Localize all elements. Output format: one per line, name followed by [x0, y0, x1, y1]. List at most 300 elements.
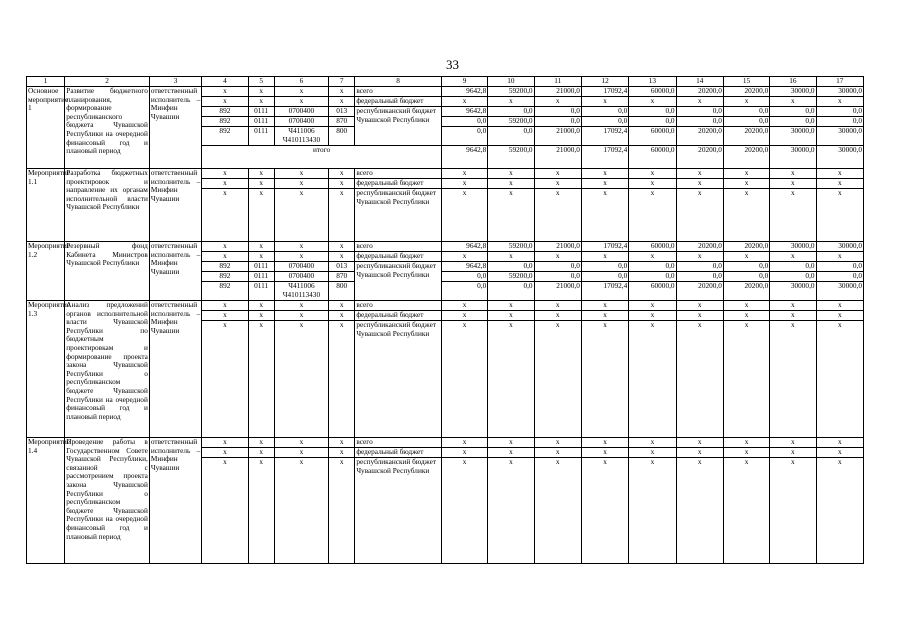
section-code: x — [248, 87, 274, 97]
expense-type-code: x — [329, 438, 355, 448]
value-year-1: x — [441, 448, 487, 458]
grbs-code: x — [202, 87, 248, 97]
event-label: Мероприятие 1.1 — [27, 169, 65, 242]
funding-source: республиканский бюджет Чувашской Республики — [355, 321, 442, 438]
funding-source: федеральный бюджет — [355, 179, 442, 189]
funding-source: всего — [355, 242, 442, 252]
section-code: x — [248, 252, 274, 262]
expense-type-code: 013 — [329, 107, 355, 117]
grbs-code: x — [202, 97, 248, 107]
funding-source: федеральный бюджет — [355, 252, 442, 262]
expense-type-code: 013 — [329, 262, 355, 272]
grbs-code: 892 — [202, 117, 248, 127]
value-year-3: 0,0 — [534, 272, 581, 282]
value-year-1: 0,0 — [441, 272, 487, 282]
expense-type-code: x — [329, 311, 355, 321]
grbs-code: x — [202, 189, 248, 242]
table-row — [27, 87, 864, 97]
value-year-9: 0,0 — [816, 117, 863, 127]
value-year-7: x — [723, 97, 769, 107]
expense-type-code: 800 — [329, 282, 355, 301]
value-year-3: x — [534, 189, 581, 242]
value-year-2: x — [488, 301, 534, 311]
target-article-code: 0700400 — [274, 262, 328, 272]
value-year-3: 0,0 — [534, 117, 581, 127]
grbs-code: x — [202, 242, 248, 252]
column-number-4: 4 — [202, 77, 248, 87]
value-year-4: 17092,4 — [581, 87, 628, 97]
value-year-2: 0,0 — [488, 262, 534, 272]
expense-type-code: x — [329, 252, 355, 262]
grbs-code: x — [202, 448, 248, 458]
section-code: x — [248, 242, 274, 252]
table-row — [27, 169, 864, 179]
column-number-8: 8 — [355, 77, 442, 87]
value-year-5: x — [629, 321, 676, 438]
column-number-12: 12 — [581, 77, 628, 87]
column-number-13: 13 — [629, 77, 676, 87]
grbs-code: x — [202, 311, 248, 321]
value-year-5: 60000,0 — [629, 282, 676, 301]
total-year-3: 21000,0 — [534, 146, 581, 169]
value-year-8: x — [770, 438, 816, 448]
value-year-5: x — [629, 252, 676, 262]
expense-type-code: 800 — [329, 127, 355, 146]
target-article-code: x — [274, 321, 328, 438]
value-year-3: x — [534, 97, 581, 107]
total-year-4: 17092,4 — [581, 146, 628, 169]
value-year-4: x — [581, 189, 628, 242]
value-year-9: 0,0 — [816, 107, 863, 117]
section-code: x — [248, 189, 274, 242]
value-year-3: x — [534, 448, 581, 458]
value-year-7: x — [723, 252, 769, 262]
target-article-code: x — [274, 252, 328, 262]
header-row — [27, 77, 864, 87]
value-year-2: x — [488, 321, 534, 438]
value-year-9: 0,0 — [816, 262, 863, 272]
value-year-1: x — [441, 301, 487, 311]
value-year-2: 59200,0 — [488, 117, 534, 127]
value-year-9: x — [816, 311, 863, 321]
value-year-4: 17092,4 — [581, 282, 628, 301]
section-code: 0111 — [248, 282, 274, 301]
value-year-7: x — [723, 179, 769, 189]
value-year-6: x — [676, 321, 723, 438]
value-year-6: x — [676, 252, 723, 262]
expense-type-code: x — [329, 301, 355, 311]
responsible-executor: ответственный исполнитель – Минфин Чувашии — [149, 169, 201, 242]
column-number-17: 17 — [816, 77, 863, 87]
section-code: 0111 — [248, 272, 274, 282]
target-article-code: 0700400 — [274, 117, 328, 127]
column-number-14: 14 — [676, 77, 723, 87]
value-year-5: x — [629, 458, 676, 564]
value-year-7: 20200,0 — [723, 282, 769, 301]
funding-source: всего — [355, 87, 442, 97]
value-year-4: x — [581, 179, 628, 189]
funding-source: федеральный бюджет — [355, 311, 442, 321]
value-year-1: 9642,8 — [441, 242, 487, 252]
grbs-code: 892 — [202, 272, 248, 282]
target-article-code: x — [274, 448, 328, 458]
value-year-8: 30000,0 — [770, 242, 816, 252]
value-year-5: 0,0 — [629, 117, 676, 127]
column-number-15: 15 — [723, 77, 769, 87]
value-year-1: 9642,8 — [441, 87, 487, 97]
value-year-9: x — [816, 179, 863, 189]
value-year-6: x — [676, 169, 723, 179]
value-year-2: x — [488, 438, 534, 448]
value-year-4: x — [581, 311, 628, 321]
value-year-8: 0,0 — [770, 117, 816, 127]
value-year-2: x — [488, 448, 534, 458]
column-number-10: 10 — [488, 77, 534, 87]
total-year-2: 59200,0 — [488, 146, 534, 169]
budget-table — [26, 76, 864, 564]
value-year-8: x — [770, 301, 816, 311]
value-year-2: 0,0 — [488, 107, 534, 117]
value-year-1: 0,0 — [441, 282, 487, 301]
target-article-code: x — [274, 189, 328, 242]
value-year-9: x — [816, 458, 863, 564]
value-year-2: x — [488, 252, 534, 262]
value-year-5: x — [629, 311, 676, 321]
target-article-code: Ч411006 Ч410113430 — [274, 127, 328, 146]
value-year-2: 59200,0 — [488, 242, 534, 252]
value-year-5: x — [629, 97, 676, 107]
value-year-6: x — [676, 97, 723, 107]
value-year-5: x — [629, 438, 676, 448]
funding-source: федеральный бюджет — [355, 448, 442, 458]
section-code: x — [248, 321, 274, 438]
column-number-9: 9 — [441, 77, 487, 87]
value-year-1: x — [441, 179, 487, 189]
grbs-code: x — [202, 438, 248, 448]
column-number-2: 2 — [65, 77, 150, 87]
table-row — [27, 301, 864, 311]
value-year-1: x — [441, 252, 487, 262]
page-number: 33 — [446, 57, 459, 72]
value-year-5: 60000,0 — [629, 242, 676, 252]
value-year-5: 60000,0 — [629, 87, 676, 97]
value-year-9: x — [816, 321, 863, 438]
value-year-5: x — [629, 169, 676, 179]
table-row — [27, 242, 864, 252]
value-year-3: 21000,0 — [534, 242, 581, 252]
value-year-6: x — [676, 301, 723, 311]
value-year-7: 20200,0 — [723, 87, 769, 97]
column-number-16: 16 — [770, 77, 816, 87]
value-year-4: x — [581, 448, 628, 458]
responsible-executor: ответственный исполнитель – Минфин Чувашии — [149, 242, 201, 301]
funding-source: федеральный бюджет — [355, 97, 442, 107]
target-article-code: x — [274, 438, 328, 448]
column-number-1: 1 — [27, 77, 65, 87]
target-article-code: x — [274, 458, 328, 564]
value-year-6: 20200,0 — [676, 242, 723, 252]
section-code: 0111 — [248, 107, 274, 117]
total-year-1: 9642,8 — [441, 146, 487, 169]
value-year-1: x — [441, 321, 487, 438]
total-year-5: 60000,0 — [629, 146, 676, 169]
section-code: x — [248, 301, 274, 311]
value-year-1: 9642,8 — [441, 262, 487, 272]
value-year-6: x — [676, 458, 723, 564]
target-article-code: x — [274, 242, 328, 252]
value-year-6: 20200,0 — [676, 87, 723, 97]
funding-source: республиканский бюджет Чувашской Республики — [355, 107, 442, 146]
grbs-code: x — [202, 321, 248, 438]
responsible-executor: ответственный исполнитель – Минфин Чувашии — [149, 87, 201, 169]
responsible-executor: ответственный исполнитель – Минфин Чувашии — [149, 438, 201, 564]
value-year-5: x — [629, 179, 676, 189]
expense-type-code: x — [329, 448, 355, 458]
section-code: 0111 — [248, 117, 274, 127]
value-year-8: 0,0 — [770, 262, 816, 272]
value-year-2: x — [488, 458, 534, 564]
value-year-9: 30000,0 — [816, 127, 863, 146]
section-code: 0111 — [248, 127, 274, 146]
target-article-code: x — [274, 97, 328, 107]
value-year-4: x — [581, 301, 628, 311]
value-year-4: x — [581, 169, 628, 179]
value-year-3: 0,0 — [534, 107, 581, 117]
value-year-6: x — [676, 438, 723, 448]
event-description: Анализ предложений органов исполнительной власти Чувашской Республики по бюджетным проектировкам и формирование проекта закона Чувашской Республики о республиканском бюджете Чувашской Республики на очередной финансовый год и плановый период — [65, 301, 150, 438]
value-year-8: x — [770, 97, 816, 107]
value-year-1: x — [441, 97, 487, 107]
grbs-code: x — [202, 169, 248, 179]
value-year-6: x — [676, 311, 723, 321]
value-year-9: 30000,0 — [816, 242, 863, 252]
target-article-code: x — [274, 301, 328, 311]
value-year-2: x — [488, 97, 534, 107]
section-code: x — [248, 179, 274, 189]
target-article-code: 0700400 — [274, 107, 328, 117]
value-year-5: 0,0 — [629, 107, 676, 117]
funding-source: республиканский бюджет Чувашской Республики — [355, 189, 442, 242]
event-label: Основное мероприятие 1 — [27, 87, 65, 169]
grbs-code: 892 — [202, 127, 248, 146]
value-year-7: x — [723, 311, 769, 321]
value-year-7: x — [723, 169, 769, 179]
value-year-8: x — [770, 189, 816, 242]
event-description: Проведение работы в Государственном Совете Чувашской Республики, связанной с рассмотрением проекта закона Чувашской Республики о республиканском бюджете Чувашской Республики на очередной финансовый год и плановый период — [65, 438, 150, 564]
value-year-8: x — [770, 252, 816, 262]
value-year-3: x — [534, 438, 581, 448]
section-code: x — [248, 169, 274, 179]
value-year-9: x — [816, 301, 863, 311]
grbs-code: x — [202, 458, 248, 564]
value-year-1: 0,0 — [441, 117, 487, 127]
grbs-code: x — [202, 252, 248, 262]
value-year-4: x — [581, 458, 628, 564]
section-code: x — [248, 311, 274, 321]
value-year-5: 0,0 — [629, 262, 676, 272]
value-year-6: 0,0 — [676, 272, 723, 282]
target-article-code: 0700400 — [274, 272, 328, 282]
value-year-9: x — [816, 438, 863, 448]
value-year-3: 21000,0 — [534, 87, 581, 97]
value-year-2: 59200,0 — [488, 87, 534, 97]
value-year-3: x — [534, 458, 581, 564]
target-article-code: x — [274, 311, 328, 321]
value-year-9: x — [816, 97, 863, 107]
target-article-code: x — [274, 169, 328, 179]
value-year-3: x — [534, 169, 581, 179]
value-year-2: 0,0 — [488, 282, 534, 301]
value-year-8: 0,0 — [770, 272, 816, 282]
value-year-3: x — [534, 301, 581, 311]
event-label: Мероприятие 1.4 — [27, 438, 65, 564]
value-year-7: x — [723, 301, 769, 311]
value-year-6: 0,0 — [676, 107, 723, 117]
value-year-9: x — [816, 252, 863, 262]
value-year-2: 0,0 — [488, 127, 534, 146]
value-year-1: x — [441, 169, 487, 179]
value-year-6: x — [676, 179, 723, 189]
total-year-8: 30000,0 — [770, 146, 816, 169]
value-year-8: 0,0 — [770, 107, 816, 117]
value-year-9: x — [816, 189, 863, 242]
funding-source: всего — [355, 438, 442, 448]
column-number-6: 6 — [274, 77, 328, 87]
event-description: Развитие бюджетного планирования, формирование республиканского бюджета Чувашской Республики на очередной финансовый год и плановый период — [65, 87, 150, 169]
value-year-7: 0,0 — [723, 107, 769, 117]
column-number-5: 5 — [248, 77, 274, 87]
expense-type-code: x — [329, 169, 355, 179]
value-year-8: x — [770, 448, 816, 458]
event-label: Мероприятие 1.2 — [27, 242, 65, 301]
value-year-6: 0,0 — [676, 262, 723, 272]
expense-type-code: x — [329, 179, 355, 189]
value-year-8: x — [770, 321, 816, 438]
value-year-1: 9642,8 — [441, 107, 487, 117]
value-year-2: x — [488, 189, 534, 242]
value-year-8: x — [770, 169, 816, 179]
value-year-7: 0,0 — [723, 262, 769, 272]
funding-source: всего — [355, 169, 442, 179]
expense-type-code: x — [329, 97, 355, 107]
value-year-7: 0,0 — [723, 117, 769, 127]
target-article-code: x — [274, 87, 328, 97]
value-year-4: x — [581, 321, 628, 438]
value-year-4: x — [581, 97, 628, 107]
target-article-code: x — [274, 179, 328, 189]
value-year-6: x — [676, 189, 723, 242]
value-year-8: x — [770, 179, 816, 189]
value-year-6: 20200,0 — [676, 127, 723, 146]
value-year-9: 30000,0 — [816, 87, 863, 97]
value-year-7: x — [723, 448, 769, 458]
funding-source: республиканский бюджет Чувашской Республики — [355, 262, 442, 301]
value-year-7: x — [723, 189, 769, 242]
grbs-code: x — [202, 179, 248, 189]
expense-type-code: 870 — [329, 272, 355, 282]
value-year-5: x — [629, 189, 676, 242]
total-year-9: 30000,0 — [816, 146, 863, 169]
value-year-4: 0,0 — [581, 117, 628, 127]
event-label: Мероприятие 1.3 — [27, 301, 65, 438]
value-year-2: x — [488, 169, 534, 179]
value-year-4: 17092,4 — [581, 242, 628, 252]
value-year-6: x — [676, 448, 723, 458]
grbs-code: 892 — [202, 282, 248, 301]
value-year-5: 60000,0 — [629, 127, 676, 146]
table-row — [27, 438, 864, 448]
value-year-7: x — [723, 438, 769, 448]
value-year-1: 0,0 — [441, 127, 487, 146]
total-label: итого — [202, 146, 442, 169]
expense-type-code: 870 — [329, 117, 355, 127]
value-year-9: 30000,0 — [816, 282, 863, 301]
value-year-1: x — [441, 458, 487, 564]
funding-source: всего — [355, 301, 442, 311]
expense-type-code: x — [329, 189, 355, 242]
responsible-executor: ответственный исполнитель – Минфин Чувашии — [149, 301, 201, 438]
value-year-4: x — [581, 252, 628, 262]
value-year-7: x — [723, 458, 769, 564]
value-year-2: 59200,0 — [488, 272, 534, 282]
value-year-8: 30000,0 — [770, 127, 816, 146]
value-year-9: 0,0 — [816, 272, 863, 282]
section-code: x — [248, 438, 274, 448]
expense-type-code: x — [329, 87, 355, 97]
expense-type-code: x — [329, 458, 355, 564]
expense-type-code: x — [329, 321, 355, 438]
value-year-2: x — [488, 311, 534, 321]
total-year-7: 20200,0 — [723, 146, 769, 169]
value-year-3: x — [534, 321, 581, 438]
expense-type-code: x — [329, 242, 355, 252]
value-year-4: 0,0 — [581, 107, 628, 117]
value-year-3: 21000,0 — [534, 282, 581, 301]
value-year-7: 20200,0 — [723, 127, 769, 146]
value-year-7: 20200,0 — [723, 242, 769, 252]
value-year-5: 0,0 — [629, 272, 676, 282]
target-article-code: Ч411006 Ч410113430 — [274, 282, 328, 301]
section-code: x — [248, 448, 274, 458]
column-number-3: 3 — [149, 77, 201, 87]
event-description: Разработка бюджетных проектировок и направление их органам исполнительной власти Чувашской Республики — [65, 169, 150, 242]
value-year-9: x — [816, 169, 863, 179]
column-number-7: 7 — [329, 77, 355, 87]
value-year-5: x — [629, 448, 676, 458]
value-year-5: x — [629, 301, 676, 311]
grbs-code: 892 — [202, 262, 248, 272]
value-year-3: 21000,0 — [534, 127, 581, 146]
value-year-8: 30000,0 — [770, 282, 816, 301]
value-year-6: 20200,0 — [676, 282, 723, 301]
value-year-3: x — [534, 311, 581, 321]
section-code: 0111 — [248, 262, 274, 272]
value-year-6: 0,0 — [676, 117, 723, 127]
event-description: Резервный фонд Кабинета Министров Чувашской Республики — [65, 242, 150, 301]
funding-source: республиканский бюджет Чувашской Республики — [355, 458, 442, 564]
value-year-1: x — [441, 438, 487, 448]
value-year-3: 0,0 — [534, 262, 581, 272]
value-year-8: 30000,0 — [770, 87, 816, 97]
grbs-code: x — [202, 301, 248, 311]
value-year-3: x — [534, 252, 581, 262]
value-year-2: x — [488, 179, 534, 189]
value-year-1: x — [441, 189, 487, 242]
value-year-4: 0,0 — [581, 262, 628, 272]
table-body — [27, 77, 864, 564]
value-year-8: x — [770, 458, 816, 564]
value-year-4: x — [581, 438, 628, 448]
